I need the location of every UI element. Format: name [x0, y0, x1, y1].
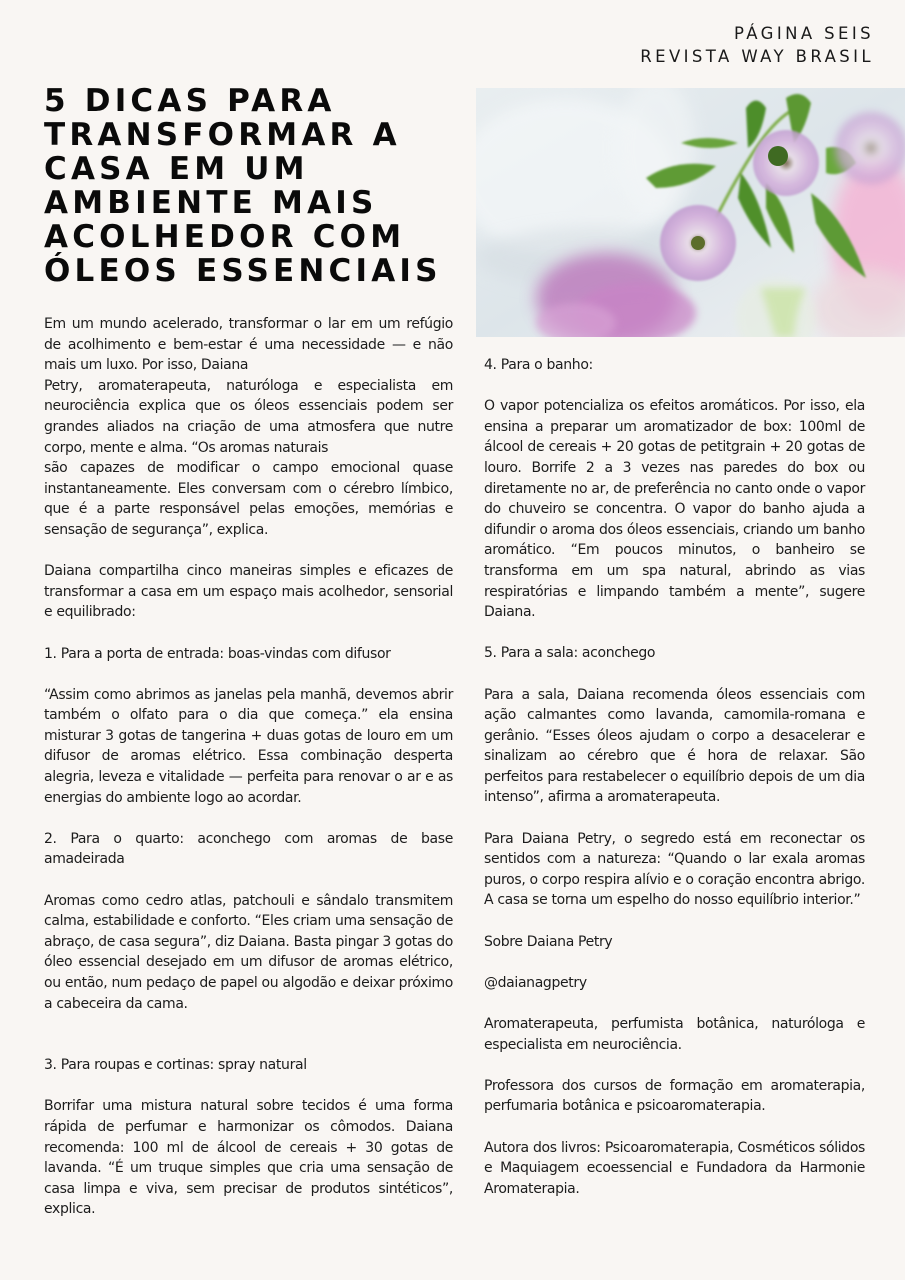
tip-heading: 3. Para roupas e cortinas: spray natural	[44, 1057, 307, 1074]
social-handle-link[interactable]: @daianagpetry	[484, 974, 587, 991]
intro-text: Petry, aromaterapeuta, naturóloga e especialista em neurociência explica que os óleos essenciais podem ser grandes aliados na criação de uma atmosfera que nutre corpo, mente e alma. “Os aromas naturais	[44, 377, 453, 456]
tip-heading: 2. Para o quarto: aconchego com aromas de base amadeirada	[44, 830, 453, 868]
article-left-column	[44, 314, 453, 1241]
article-title	[44, 84, 464, 288]
tip-heading: 1. Para a porta de entrada: boas-vindas com difusor	[44, 645, 391, 662]
about-heading: Sobre Daiana Petry	[484, 933, 613, 950]
about-bio: Aromaterapeuta, perfumista botânica, naturóloga e especialista em neurociência.	[484, 1016, 865, 1053]
hero-image	[476, 88, 905, 337]
page-header	[640, 22, 874, 68]
intro-paragraph	[44, 314, 453, 541]
flowers-photo-illustration	[476, 88, 905, 337]
title-line: ACOLHEDOR COM	[44, 219, 406, 255]
intro-text: são capazes de modificar o campo emocional quase instantaneamente. Eles conversam com o cérebro límbico, que é a parte responsável pelas emoções, memórias e sensação de segurança”, explica.	[44, 460, 453, 538]
about-bio: Professora dos cursos de formação em aromaterapia, perfumaria botânica e psicoaromaterapia.	[484, 1077, 865, 1115]
title-line: TRANSFORMAR A	[44, 117, 401, 153]
about-bio: Autora dos livros: Psicoaromaterapia, Cosméticos sólidos e Maquiagem ecoessencial e Fundadora da Harmonie Aromaterapia.	[484, 1139, 865, 1197]
tip-heading: 5. Para a sala: aconchego	[484, 645, 656, 662]
intro-paragraph-2: Daiana compartilha cinco maneiras simples e eficazes de transformar a casa em um espaço mais acolhedor, sensorial e equilibrado:	[44, 563, 453, 621]
tip-body: Aromas como cedro atlas, patchouli e sândalo transmitem calma, estabilidade e conforto. “Eles criam uma sensação de abraço, de casa segura”, diz Daiana. Basta pingar 3 gotas do óleo essencial desejado em um difusor de aromas elétrico, ou então, num pedaço de papel ou algodão e deixar próximo a cabeceira da cama.	[44, 892, 453, 1012]
tip-body: Borrifar uma mistura natural sobre tecidos é uma forma rápida de perfumar e harmonizar os cômodos. Daiana recomenda: 100 ml de álcool de cereais + 30 gotas de lavanda. “É um truque simples que cria uma sensação de casa limpa e viva, sem precisar de produtos sintéticos”, explica.	[44, 1098, 453, 1218]
tip-body: Para a sala, Daiana recomenda óleos essenciais com ação calmantes como lavanda, camomila-romana e gerânio. “Esses óleos ajudam o corpo a desacelerar e sinalizam ao cérebro que é hora de relaxar. São perfeitos para restabelecer o equilíbrio depois de um dia intenso”, afirma a aromaterapeuta.	[484, 686, 865, 806]
closing-paragraph: Para Daiana Petry, o segredo está em reconectar os sentidos com a natureza: “Quando o lar exala aromas puros, o corpo respira alívio e o coração encontra abrigo. A casa se torna um espelho do nosso equilíbrio interior.”	[484, 830, 865, 909]
title-line: AMBIENTE MAIS	[44, 185, 378, 221]
title-line: 5 DICAS PARA	[44, 83, 336, 119]
title-line: CASA EM UM	[44, 151, 309, 187]
page-number-label: PÁGINA SEIS	[733, 24, 874, 43]
tip-body: “Assim como abrimos as janelas pela manhã, devemos abrir também o olfato para o dia que começa.” ela ensina misturar 3 gotas de tangerina + duas gotas de louro em um difusor de aromas elétrico. Essa combinação desperta alegria, leveza e vitalidade — perfeita para renovar o ar e as energias do ambiente logo ao acordar.	[44, 686, 453, 806]
tip-heading: 4. Para o banho:	[484, 357, 593, 373]
intro-text: Em um mundo acelerado, transformar o lar em um refúgio de acolhimento e bem-estar é uma necessidade — e não mais um luxo. Por isso, Daiana	[44, 316, 453, 374]
magazine-name: REVISTA WAY BRASIL	[640, 47, 874, 66]
tip-body: O vapor potencializa os efeitos aromáticos. Por isso, ela ensina a preparar um aromatizador de box: 100ml de álcool de cereais + 20 gotas de petitgrain + 20 gotas de louro. Borrife 2 a 3 vezes nas paredes do box ou diretamente no ar, de preferência no canto onde o vapor do chuveiro se concentra. O vapor do banho ajuda a difundir o aroma dos óleos essenciais, criando um banho aromático. “Em poucos minutos, o banheiro se transforma em um spa natural, abrindo as vias respiratórias e limpando também a mente”, sugere Daiana.	[484, 398, 865, 621]
article-right-column	[484, 355, 865, 1220]
title-line: ÓLEOS ESSENCIAIS	[44, 253, 442, 289]
